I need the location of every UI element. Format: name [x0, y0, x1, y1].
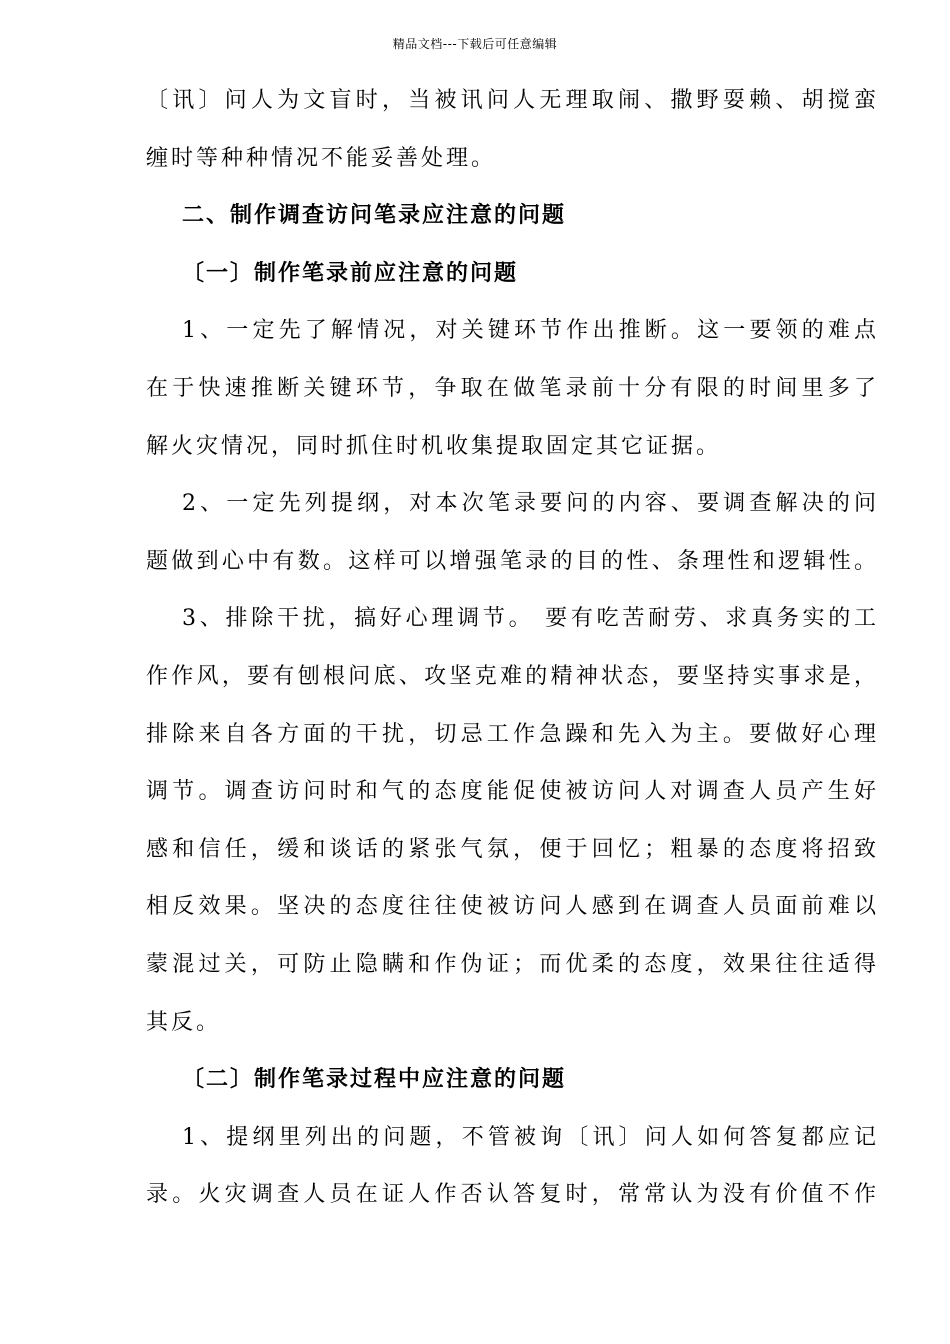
- body-line: 解火灾情况，同时抓住时机收集提取固定其它证据。: [146, 433, 722, 459]
- body-line: 相反效果。坚决的态度往往使被访问人感到在调查人员面前难以: [146, 894, 876, 920]
- body-line: 1、一定先了解情况，对关键环节作出推断。这一要领的难点: [182, 318, 876, 344]
- body-line: 缠时等种种情况不能妥善处理。: [146, 145, 497, 171]
- body-line: 作作风，要有刨根问底、攻坚克难的精神状态，要坚持实事求是，: [146, 663, 876, 689]
- body-line: 1、提纲里列出的问题，不管被询〔讯〕问人如何答复都应记: [182, 1124, 876, 1150]
- body-line: 3、排除干扰，搞好心理调节。 要有吃苦耐劳、求真务实的工: [182, 606, 876, 632]
- subsection-heading: 〔一〕制作笔录前应注意的问题: [182, 259, 519, 286]
- page-header: 精品文档---下载后可任意编辑: [392, 37, 558, 51]
- body-line: 调节。调查访问时和气的态度能促使被访问人对调查人员产生好: [146, 779, 876, 805]
- section-heading: 二、制作调查访问笔录应注意的问题: [182, 202, 567, 229]
- body-line: 〔讯〕问人为文盲时，当被讯问人无理取闹、撒野耍赖、胡搅蛮: [146, 88, 876, 113]
- body-line: 其反。: [146, 1009, 222, 1035]
- body-line: 蒙混过关，可防止隐瞒和作伪证；而优柔的态度，效果往往适得: [146, 951, 876, 977]
- body-line: 在于快速推断关键环节，争取在做笔录前十分有限的时间里多了: [146, 375, 876, 401]
- body-line: 感和信任，缓和谈话的紧张气氛，便于回忆；粗暴的态度将招致: [146, 836, 876, 862]
- document-body: [146, 72, 876, 1224]
- body-line: 录。火灾调查人员在证人作否认答复时，常常认为没有价值不作: [146, 1182, 876, 1208]
- body-line: 题做到心中有数。这样可以增强笔录的目的性、条理性和逻辑性。: [146, 548, 876, 574]
- body-line: 排除来自各方面的干扰，切忌工作急躁和先入为主。要做好心理: [146, 721, 876, 747]
- subsection-heading: 〔二〕制作笔录过程中应注意的问题: [182, 1066, 567, 1093]
- body-line: 2、一定先列提纲，对本次笔录要问的内容、要调查解决的问: [182, 491, 876, 517]
